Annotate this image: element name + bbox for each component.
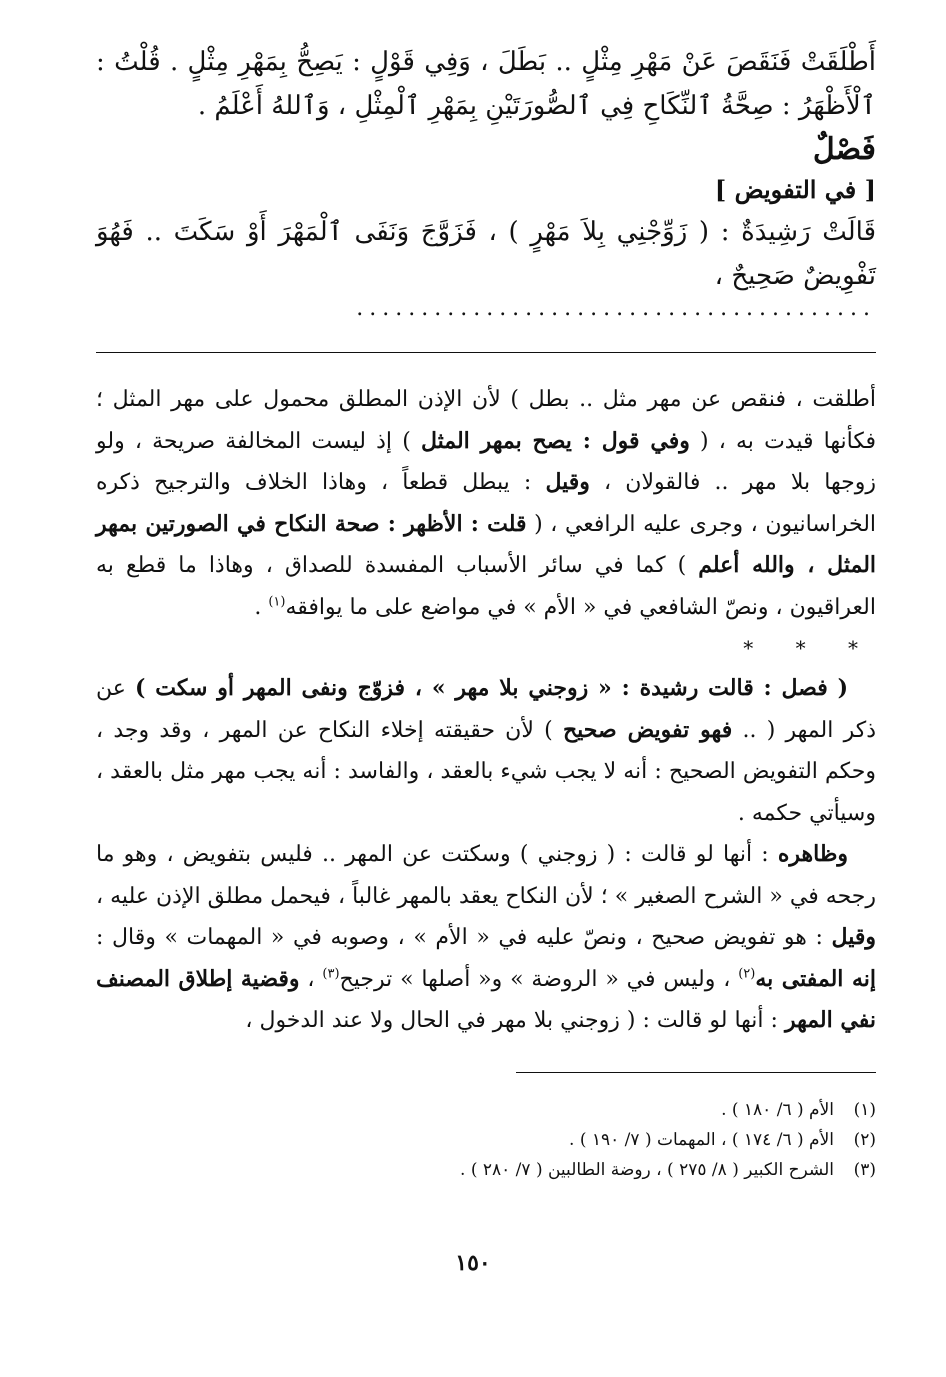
footnotes bbox=[96, 1095, 876, 1185]
footnote-number: (١) bbox=[853, 1099, 876, 1120]
footnote-item bbox=[96, 1125, 876, 1155]
sharh-text: ) إذ ليست المخالفة صريحة ، ولو زوجها بلا مهر .. فالقولان ، bbox=[96, 428, 876, 495]
footnote-text: الأم ( ٦/ ١٨٠ ) . bbox=[721, 1099, 834, 1120]
footnote-ref-2[interactable]: (٢) bbox=[738, 966, 756, 982]
page-number: ١٥٠ bbox=[455, 1250, 491, 1276]
footnote-ref-3[interactable]: (٣) bbox=[322, 966, 340, 982]
footnote-divider bbox=[516, 1072, 876, 1073]
sharh-text: : هو تفويض صحيح ، ونصّ عليه في « الأم » ، وصوبه في « المهمات » وقال : bbox=[96, 925, 823, 950]
sharh-text: ) لأن حقيقته إخلاء النكاح عن المهر ، وقد وجد ، وحكم التفويض الصحيح : أنه لا يجب شيء بالعقد ، والفاسد : أنه يجب مهر مثل بالعقد ، وسيأتي حكمه . bbox=[96, 717, 876, 826]
footnote-text: الشرح الكبير ( ٨/ ٢٧٥ ) ، روضة الطالبين ( ٧/ ٢٨٠ ) . bbox=[460, 1159, 834, 1180]
sharh-text: ، وليس في « الروضة » و« أصلها » ترجيح bbox=[339, 966, 731, 992]
sharh-section bbox=[96, 379, 876, 1042]
sharh-quote: ( فصل : قالت رشيدة : « زوجني بلا مهر » ، فزوّج ونفى المهر أو سكت ) bbox=[135, 675, 848, 701]
sharh-quote: وقضية إطلاق المصنف نفي المهر bbox=[96, 965, 876, 1033]
footnote-ref-1[interactable]: (١) bbox=[268, 594, 286, 610]
sharh-text: أطلقت ، فنقص عن مهر مثل .. بطل ) لأن الإذن المطلق محمول على مهر المثل ؛ فكأنها قيدت به ، ( bbox=[96, 387, 876, 454]
footnote-item bbox=[96, 1155, 876, 1185]
fasl-subtitle: [ في التفويض ] bbox=[714, 175, 876, 204]
fasl-heading: فَصْلٌ bbox=[812, 132, 876, 167]
sharh-text: عن ذكر المهر ( .. bbox=[96, 676, 876, 743]
sharh-text: : أنها لو قالت : ( زوجني بلا مهر في الحال ولا عند الدخول ، bbox=[245, 1008, 778, 1033]
sharh-paragraph-3 bbox=[96, 834, 876, 1042]
footnote-number: (٢) bbox=[853, 1129, 876, 1150]
sharh-text: . bbox=[254, 594, 262, 620]
section-separator: * * * bbox=[743, 636, 876, 660]
sharh-quote: وقيل bbox=[831, 924, 876, 950]
sharh-text: ) كما في سائر الأسباب المفسدة للصداق ، وهاذا ما قطع به العراقيون ، ونصّ الشافعي في « الأم » في مواضع على ما يوافقه bbox=[96, 553, 876, 620]
sharh-paragraph-1 bbox=[96, 379, 876, 628]
sharh-text: : يبطل قطعاً ، وهاذا الخلاف والترجيح ذكره الخراسانيون ، وجرى عليه الرافعي ، ( bbox=[96, 470, 877, 537]
sharh-text: : أنها لو قالت : ( زوجني ) وسكتت عن المهر .. فليس بتفويض ، وهو ما رجحه في « الشرح الصغير » ؛ لأن النكاح يعقد بالمهر غالباً ، فيحمل مطلق الإذن عليه ، bbox=[96, 842, 876, 909]
matn-line: أَطْلَقَتْ فَنَقَصَ عَنْ مَهْرِ مِثْلٍ .. بَطَلَ ، وَفِي قَوْلٍ : يَصِحُّ بِمَهْرِ مِثْلٍ . قُلْتُ : ٱلْأَظْهَرُ : صِحَّةُ ٱلنِّكَاحِ فِي ٱلصُّورَتَيْنِ بِمَهْرِ ٱلْمِثْلِ ، وَٱللهُ أَعْلَمُ . bbox=[96, 47, 876, 121]
footnote-number: (٣) bbox=[853, 1159, 876, 1180]
sharh-text: ، bbox=[307, 966, 315, 992]
sharh-quote: وظاهره bbox=[777, 841, 848, 867]
sharh-quote: فهو تفويض صحيح bbox=[562, 716, 733, 743]
sharh-paragraph-2 bbox=[96, 668, 876, 834]
page bbox=[96, 40, 876, 1377]
footnote-text: الأم ( ٦/ ١٧٤ ) ، المهمات ( ٧/ ١٩٠ ) . bbox=[569, 1129, 834, 1150]
footnote-item bbox=[96, 1095, 876, 1125]
matn-section bbox=[96, 40, 876, 324]
matn-divider bbox=[96, 352, 876, 353]
matn-fasl-text: قَالَتْ رَشِيدَةٌ : ( زَوِّجْنِي بِلاَ مَهْرٍ ) ، فَزَوَّجَ وَنَفَى ٱلْمَهْرَ أَوْ سَكَتَ .. فَهُوَ تَفْوِيضٌ صَحِيحٌ ، bbox=[96, 217, 876, 291]
sharh-quote: وقيل bbox=[545, 469, 590, 495]
matn-ellipsis: ........................................ bbox=[356, 296, 876, 321]
sharh-quote: قلت : الأظهر : صحة النكاح في الصورتين بمهر المثل ، والله أعلم bbox=[96, 510, 877, 578]
sharh-quote: وفي قول : يصح بمهر المثل bbox=[420, 427, 690, 454]
sharh-quote: إنه المفتى به bbox=[755, 965, 876, 992]
